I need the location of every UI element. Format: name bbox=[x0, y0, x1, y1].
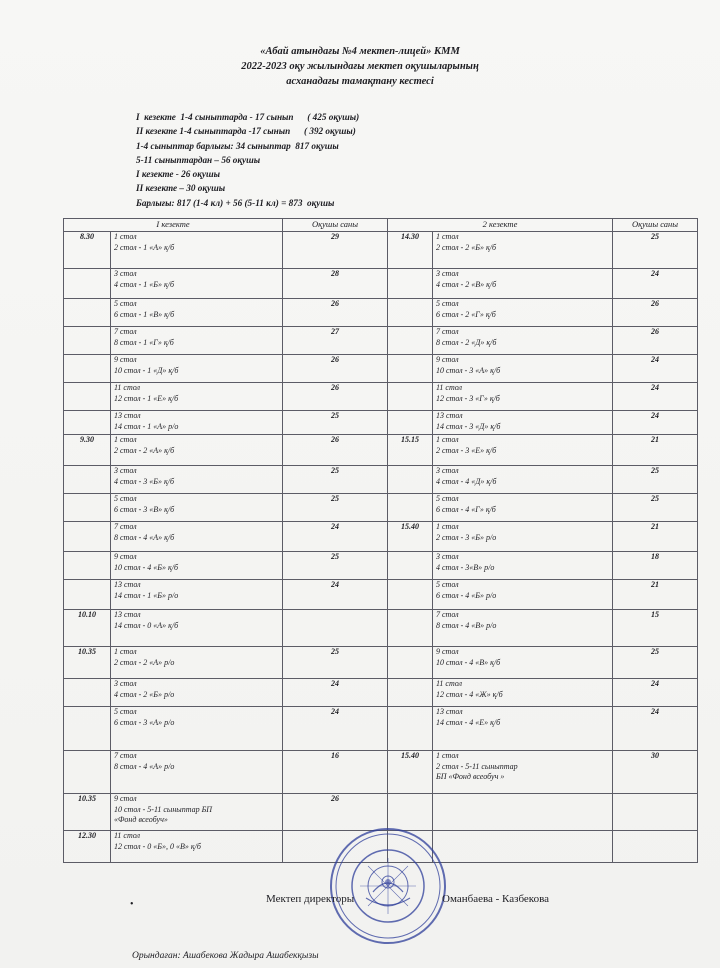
count-shift-2 bbox=[613, 466, 698, 494]
count-shift-1-text: 16 bbox=[331, 751, 339, 760]
table-row bbox=[64, 494, 698, 522]
tables-shift-1 bbox=[111, 610, 283, 647]
count-shift-2-text: 21 bbox=[651, 435, 660, 444]
table-cell-line: 6 стол - 1 «В» қ/б bbox=[114, 309, 175, 319]
table-row bbox=[64, 411, 698, 435]
table-cell-line: 3 стол bbox=[114, 679, 137, 688]
time-slot-1 bbox=[64, 299, 111, 327]
table-cell-line: 14 стол - 0 «А» қ/б bbox=[114, 620, 179, 630]
tables-shift-2 bbox=[433, 679, 613, 707]
table-row bbox=[64, 580, 698, 610]
table-cell-line: 5 стол bbox=[436, 494, 459, 503]
count-shift-1-text: 24 bbox=[331, 707, 339, 716]
table-cell-line: 11 стол bbox=[114, 831, 141, 840]
time-slot-1 bbox=[64, 751, 111, 794]
table-cell-line: 5 стол bbox=[114, 494, 137, 503]
count-shift-1 bbox=[283, 269, 388, 299]
table-cell-line: 4 стол - 4 «Д» қ/б bbox=[436, 476, 497, 486]
count-shift-1-text: 27 bbox=[331, 327, 339, 336]
table-cell-line: 14 стол - 1 «Б» р/о bbox=[114, 590, 179, 600]
table-cell-line: 7 стол bbox=[114, 327, 137, 336]
table-cell-line: 12 стол - 3 «Г» қ/б bbox=[436, 393, 500, 403]
table-cell-line: 7 стол bbox=[114, 522, 137, 531]
table-cell-line: 8 стол - 2 «Д» қ/б bbox=[436, 337, 497, 347]
count-shift-1-text: 26 bbox=[331, 794, 339, 803]
table-cell-line: 1 стол bbox=[114, 232, 137, 241]
tables-shift-1 bbox=[111, 232, 283, 269]
table-cell-line: 1 стол bbox=[114, 647, 137, 656]
count-shift-2 bbox=[613, 411, 698, 435]
table-cell-line: 13 стол bbox=[114, 411, 141, 420]
table-row bbox=[64, 435, 698, 466]
time-slot-2 bbox=[388, 269, 433, 299]
tables-shift-1 bbox=[111, 552, 283, 580]
tables-shift-2 bbox=[433, 522, 613, 552]
table-row bbox=[64, 355, 698, 383]
table-cell-line: 1 стол bbox=[436, 522, 459, 531]
time-slot-2 bbox=[388, 411, 433, 435]
header-count-1: Оқушы саны bbox=[283, 219, 388, 232]
stats-line: І кезекте 1-4 сыныптарда - 17 сынып ( 425 оқушы) bbox=[136, 112, 360, 122]
table-cell-line: 2 стол - 2 «Б» қ/б bbox=[436, 242, 496, 252]
table-cell-line: 12 стол - 0 «Б», 0 «В» қ/б bbox=[114, 841, 201, 851]
count-shift-1 bbox=[283, 610, 388, 647]
count-shift-1-text: 24 bbox=[331, 679, 339, 688]
header-count-2: Оқушы саны bbox=[613, 219, 698, 232]
table-cell-line: 2 стол - 3 «Б» р/о bbox=[436, 532, 497, 542]
table-cell-line: 3 стол bbox=[436, 269, 459, 278]
table-row bbox=[64, 383, 698, 411]
time-slot-2 bbox=[388, 647, 433, 679]
tables-shift-2 bbox=[433, 269, 613, 299]
count-shift-1-text: 25 bbox=[331, 411, 339, 420]
table-row bbox=[64, 327, 698, 355]
table-cell-line: 14 стол - 3 «Д» қ/б bbox=[436, 421, 501, 431]
count-shift-2-text: 26 bbox=[651, 327, 660, 336]
count-shift-2-text: 24 bbox=[651, 383, 660, 392]
count-shift-1 bbox=[283, 383, 388, 411]
time-slot-2-text: 15.40 bbox=[401, 522, 419, 531]
tables-shift-2 bbox=[433, 435, 613, 466]
tables-shift-1 bbox=[111, 794, 283, 831]
count-shift-1-text: 26 bbox=[331, 355, 339, 364]
tables-shift-2 bbox=[433, 831, 613, 863]
table-cell-line: 4 стол - 3«В» р/о bbox=[436, 562, 495, 572]
table-cell-line: 5 стол bbox=[114, 707, 137, 716]
mark: • bbox=[130, 899, 134, 910]
count-shift-1-text: 25 bbox=[331, 647, 339, 656]
time-slot-1-text: 10.10 bbox=[78, 610, 96, 619]
tables-shift-2 bbox=[433, 466, 613, 494]
count-shift-1-text: 25 bbox=[331, 552, 339, 561]
tables-shift-1 bbox=[111, 466, 283, 494]
table-row bbox=[64, 707, 698, 751]
time-slot-2 bbox=[388, 355, 433, 383]
count-shift-1-text: 25 bbox=[331, 466, 339, 475]
table-cell-line: 3 стол bbox=[114, 466, 137, 475]
meal-schedule-table bbox=[63, 218, 698, 863]
count-shift-2 bbox=[613, 355, 698, 383]
table-cell-line: 5 стол bbox=[114, 299, 137, 308]
count-shift-2-text: 24 bbox=[651, 269, 660, 278]
student-stats bbox=[136, 110, 359, 210]
time-slot-1-text: 12.30 bbox=[78, 831, 96, 840]
count-shift-2 bbox=[613, 494, 698, 522]
count-shift-1 bbox=[283, 494, 388, 522]
count-shift-1 bbox=[283, 751, 388, 794]
count-shift-2 bbox=[613, 580, 698, 610]
tables-shift-1 bbox=[111, 327, 283, 355]
table-cell-line: 11 стол bbox=[436, 679, 463, 688]
director-label: Мектеп директоры bbox=[266, 893, 355, 905]
table-row bbox=[64, 679, 698, 707]
table-cell-line: 7 стол bbox=[114, 751, 137, 760]
table-cell-line: 12 стол - 1 «Е» қ/б bbox=[114, 393, 179, 403]
count-shift-2-text: 15 bbox=[651, 610, 660, 619]
table-cell-line: 13 стол bbox=[436, 707, 463, 716]
time-slot-1 bbox=[64, 610, 111, 647]
table-row bbox=[64, 794, 698, 831]
count-shift-1 bbox=[283, 466, 388, 494]
tables-shift-1 bbox=[111, 299, 283, 327]
count-shift-1-text: 28 bbox=[331, 269, 339, 278]
stats-line: ІІ кезекте 1-4 сыныптарда -17 сынып ( 392 оқушы) bbox=[136, 126, 356, 137]
table-cell-line: 4 стол - 3 «Б» қ/б bbox=[114, 476, 174, 486]
table-cell-line: 1 стол bbox=[436, 751, 459, 760]
count-shift-1 bbox=[283, 647, 388, 679]
table-cell-line: 2 стол - 3 «Е» қ/б bbox=[436, 445, 497, 455]
count-shift-2-text: 24 bbox=[651, 707, 660, 716]
time-slot-1 bbox=[64, 355, 111, 383]
school-name: «Абай атындағы №4 мектеп-лицей» КММ bbox=[260, 46, 460, 57]
stats-line: Барлығы: 817 (1-4 кл) + 56 (5-11 кл) = 873 оқушы bbox=[136, 197, 335, 208]
time-slot-2 bbox=[388, 580, 433, 610]
time-slot-2 bbox=[388, 299, 433, 327]
count-shift-1-text: 26 bbox=[331, 435, 339, 444]
tables-shift-2 bbox=[433, 232, 613, 269]
table-cell-line: 6 стол - 4 «Б» р/о bbox=[436, 590, 497, 600]
time-slot-2 bbox=[388, 435, 433, 466]
time-slot-2-text: 14.30 bbox=[401, 232, 419, 241]
count-shift-2 bbox=[613, 647, 698, 679]
tables-shift-2 bbox=[433, 707, 613, 751]
table-cell-line: 4 стол - 2 «Б» р/о bbox=[114, 689, 175, 699]
table-cell-line: 8 стол - 4 «А» р/о bbox=[114, 761, 175, 771]
count-shift-2 bbox=[613, 552, 698, 580]
time-slot-2 bbox=[388, 751, 433, 794]
time-slot-2 bbox=[388, 494, 433, 522]
time-slot-1 bbox=[64, 327, 111, 355]
table-cell-line: 10 стол - 5-11 сыныптар БП bbox=[114, 804, 213, 814]
table-cell-line: 6 стол - 2 «Г» қ/б bbox=[436, 309, 496, 319]
stats-line: І кезекте - 26 оқушы bbox=[136, 169, 221, 180]
time-slot-2 bbox=[388, 522, 433, 552]
table-header-row bbox=[64, 219, 698, 232]
table-cell-line: 9 стол bbox=[436, 355, 459, 364]
time-slot-2 bbox=[388, 383, 433, 411]
count-shift-2 bbox=[613, 751, 698, 794]
table-row bbox=[64, 299, 698, 327]
tables-shift-1 bbox=[111, 383, 283, 411]
tables-shift-2 bbox=[433, 383, 613, 411]
table-cell-line: 4 стол - 1 «Б» қ/б bbox=[114, 279, 174, 289]
table-cell-line: 7 стол bbox=[436, 327, 459, 336]
count-shift-2-text: 26 bbox=[651, 299, 660, 308]
table-cell-line: 13 стол bbox=[114, 580, 141, 589]
table-row bbox=[64, 647, 698, 679]
time-slot-1 bbox=[64, 707, 111, 751]
tables-shift-1 bbox=[111, 707, 283, 751]
table-cell-line: 1 стол bbox=[114, 435, 137, 444]
header-shift-2: 2 кезекте bbox=[388, 219, 613, 232]
academic-year-line: 2022-2023 оқу жылындағы мектеп оқушыларының bbox=[241, 61, 479, 72]
prepared-by: Орындаған: Ашабекова Жадыра Ашабекқызы bbox=[132, 951, 319, 961]
tables-shift-1 bbox=[111, 751, 283, 794]
tables-shift-1 bbox=[111, 435, 283, 466]
table-cell-line: 10 стол - 3 «А» қ/б bbox=[436, 365, 501, 375]
table-cell-line: 8 стол - 4 «В» р/о bbox=[436, 620, 497, 630]
table-cell-line: 1 стол bbox=[436, 232, 459, 241]
count-shift-2-text: 30 bbox=[651, 751, 660, 760]
count-shift-2 bbox=[613, 269, 698, 299]
count-shift-1 bbox=[283, 232, 388, 269]
time-slot-1 bbox=[64, 580, 111, 610]
table-cell-line: 13 стол bbox=[436, 411, 463, 420]
count-shift-2-text: 25 bbox=[651, 466, 660, 475]
director-name: Оманбаева - Казбекова bbox=[442, 893, 550, 905]
table-cell-line: 1 стол bbox=[436, 435, 459, 444]
time-slot-1-text: 9.30 bbox=[80, 435, 94, 444]
count-shift-2 bbox=[613, 610, 698, 647]
time-slot-1-text: 8.30 bbox=[80, 232, 94, 241]
count-shift-1-text: 24 bbox=[331, 580, 339, 589]
tables-shift-2 bbox=[433, 494, 613, 522]
time-slot-2 bbox=[388, 707, 433, 751]
tables-shift-2 bbox=[433, 552, 613, 580]
time-slot-2 bbox=[388, 466, 433, 494]
time-slot-1 bbox=[64, 435, 111, 466]
time-slot-1-text: 10.35 bbox=[78, 647, 96, 656]
time-slot-2 bbox=[388, 552, 433, 580]
table-cell-line: БП «Фонд всеобуч » bbox=[436, 772, 505, 781]
count-shift-2 bbox=[613, 831, 698, 863]
table-cell-line: 2 стол - 2 «А» қ/б bbox=[114, 445, 175, 455]
director-signature-line bbox=[266, 893, 550, 905]
count-shift-2 bbox=[613, 232, 698, 269]
count-shift-1 bbox=[283, 299, 388, 327]
table-cell-line: 9 стол bbox=[436, 647, 459, 656]
table-cell-line: 2 стол - 1 «А» қ/б bbox=[114, 242, 175, 252]
table-row bbox=[64, 552, 698, 580]
count-shift-2-text: 21 bbox=[651, 580, 660, 589]
count-shift-2-text: 18 bbox=[651, 552, 660, 561]
table-cell-line: 12 стол - 4 «Ж» қ/б bbox=[436, 689, 503, 699]
time-slot-2-text: 15.15 bbox=[401, 435, 419, 444]
tables-shift-2 bbox=[433, 610, 613, 647]
count-shift-1 bbox=[283, 580, 388, 610]
count-shift-1 bbox=[283, 707, 388, 751]
count-shift-2 bbox=[613, 707, 698, 751]
table-cell-line: 8 стол - 1 «Г» қ/б bbox=[114, 337, 174, 347]
tables-shift-2 bbox=[433, 299, 613, 327]
time-slot-2 bbox=[388, 610, 433, 647]
time-slot-2 bbox=[388, 232, 433, 269]
count-shift-1 bbox=[283, 522, 388, 552]
time-slot-2 bbox=[388, 794, 433, 831]
time-slot-1 bbox=[64, 552, 111, 580]
time-slot-1 bbox=[64, 647, 111, 679]
time-slot-1 bbox=[64, 494, 111, 522]
table-row bbox=[64, 232, 698, 269]
table-cell-line: 6 стол - 3 «В» қ/б bbox=[114, 504, 175, 514]
tables-shift-2 bbox=[433, 411, 613, 435]
table-cell-line: 5 стол bbox=[436, 299, 459, 308]
table-cell-line: 10 стол - 4 «Б» қ/б bbox=[114, 562, 178, 572]
tables-shift-2 bbox=[433, 327, 613, 355]
time-slot-1 bbox=[64, 522, 111, 552]
count-shift-1 bbox=[283, 679, 388, 707]
table-cell-line: 8 стол - 4 «А» қ/б bbox=[114, 532, 175, 542]
count-shift-1-text: 26 bbox=[331, 299, 339, 308]
table-cell-line: 9 стол bbox=[114, 355, 137, 364]
table-cell-line: 3 стол bbox=[436, 552, 459, 561]
table-cell-line: 9 стол bbox=[114, 794, 137, 803]
count-shift-1 bbox=[283, 355, 388, 383]
time-slot-2 bbox=[388, 679, 433, 707]
time-slot-1 bbox=[64, 831, 111, 863]
count-shift-1 bbox=[283, 327, 388, 355]
count-shift-1 bbox=[283, 435, 388, 466]
time-slot-1 bbox=[64, 466, 111, 494]
table-cell-line: 5 стол bbox=[436, 580, 459, 589]
tables-shift-1 bbox=[111, 580, 283, 610]
count-shift-1 bbox=[283, 411, 388, 435]
tables-shift-1 bbox=[111, 269, 283, 299]
stats-line: 1-4 сыныптар барлығы: 34 сыныптар 817 оқушы bbox=[136, 140, 339, 151]
tables-shift-1 bbox=[111, 831, 283, 863]
count-shift-2-text: 25 bbox=[651, 232, 660, 241]
table-cell-line: 11 стол bbox=[436, 383, 463, 392]
count-shift-2-text: 24 bbox=[651, 411, 660, 420]
count-shift-2 bbox=[613, 327, 698, 355]
table-cell-line: 9 стол bbox=[114, 552, 137, 561]
tables-shift-2 bbox=[433, 580, 613, 610]
table-cell-line: 14 стол - 1 «А» р/о bbox=[114, 421, 179, 431]
tables-shift-1 bbox=[111, 411, 283, 435]
time-slot-1 bbox=[64, 383, 111, 411]
time-slot-1-text: 10.35 bbox=[78, 794, 96, 803]
count-shift-1-text: 24 bbox=[331, 522, 339, 531]
time-slot-1 bbox=[64, 679, 111, 707]
count-shift-2-text: 24 bbox=[651, 355, 660, 364]
time-slot-2-text: 15.40 bbox=[401, 751, 419, 760]
tables-shift-2 bbox=[433, 794, 613, 831]
time-slot-1 bbox=[64, 269, 111, 299]
schedule-title: асханадағы тамақтану кестесі bbox=[286, 76, 434, 87]
table-row bbox=[64, 610, 698, 647]
table-row bbox=[64, 466, 698, 494]
stats-line: 5-11 сыныптардан – 56 оқушы bbox=[136, 154, 261, 165]
time-slot-2 bbox=[388, 327, 433, 355]
count-shift-1 bbox=[283, 552, 388, 580]
count-shift-1-text: 29 bbox=[331, 232, 339, 241]
tables-shift-1 bbox=[111, 679, 283, 707]
table-cell-line: 14 стол - 4 «Е» қ/б bbox=[436, 717, 501, 727]
count-shift-1 bbox=[283, 794, 388, 831]
table-cell-line: 7 стол bbox=[436, 610, 459, 619]
count-shift-2 bbox=[613, 435, 698, 466]
table-cell-line: 6 стол - 3 «А» р/о bbox=[114, 717, 175, 727]
count-shift-1-text: 26 bbox=[331, 383, 339, 392]
count-shift-2-text: 25 bbox=[651, 494, 660, 503]
table-cell-line: 13 стол bbox=[114, 610, 141, 619]
tables-shift-2 bbox=[433, 751, 613, 794]
table-row bbox=[64, 751, 698, 794]
count-shift-2 bbox=[613, 522, 698, 552]
table-row bbox=[64, 269, 698, 299]
tables-shift-1 bbox=[111, 522, 283, 552]
stats-line: ІІ кезекте – 30 оқушы bbox=[136, 183, 226, 194]
table-cell-line: 3 стол bbox=[114, 269, 137, 278]
time-slot-1 bbox=[64, 232, 111, 269]
count-shift-2 bbox=[613, 383, 698, 411]
table-cell-line: «Фонд всеобуч» bbox=[114, 815, 168, 824]
table-cell-line: 10 стол - 4 «В» қ/б bbox=[436, 657, 501, 667]
count-shift-1-text: 25 bbox=[331, 494, 339, 503]
table-cell-line: 6 стол - 4 «Г» қ/б bbox=[436, 504, 496, 514]
tables-shift-1 bbox=[111, 647, 283, 679]
count-shift-2 bbox=[613, 299, 698, 327]
table-cell-line: 11 стол bbox=[114, 383, 141, 392]
count-shift-2-text: 21 bbox=[651, 522, 660, 531]
table-cell-line: 3 стол bbox=[436, 466, 459, 475]
count-shift-2 bbox=[613, 679, 698, 707]
table-cell-line: 2 стол - 2 «А» р/о bbox=[114, 657, 175, 667]
school-seal-stamp bbox=[328, 826, 448, 946]
tables-shift-2 bbox=[433, 647, 613, 679]
count-shift-2-text: 25 bbox=[651, 647, 660, 656]
tables-shift-2 bbox=[433, 355, 613, 383]
header-shift-1: І кезекте bbox=[64, 219, 283, 232]
table-cell-line: 10 стол - 1 «Д» қ/б bbox=[114, 365, 179, 375]
table-cell-line: 4 стол - 2 «В» қ/б bbox=[436, 279, 497, 289]
count-shift-2-text: 24 bbox=[651, 679, 660, 688]
table-cell-line: 2 стол - 5-11 сыныптар bbox=[436, 761, 518, 771]
tables-shift-1 bbox=[111, 355, 283, 383]
tables-shift-1 bbox=[111, 494, 283, 522]
time-slot-1 bbox=[64, 411, 111, 435]
count-shift-2 bbox=[613, 794, 698, 831]
table-row bbox=[64, 522, 698, 552]
time-slot-1 bbox=[64, 794, 111, 831]
